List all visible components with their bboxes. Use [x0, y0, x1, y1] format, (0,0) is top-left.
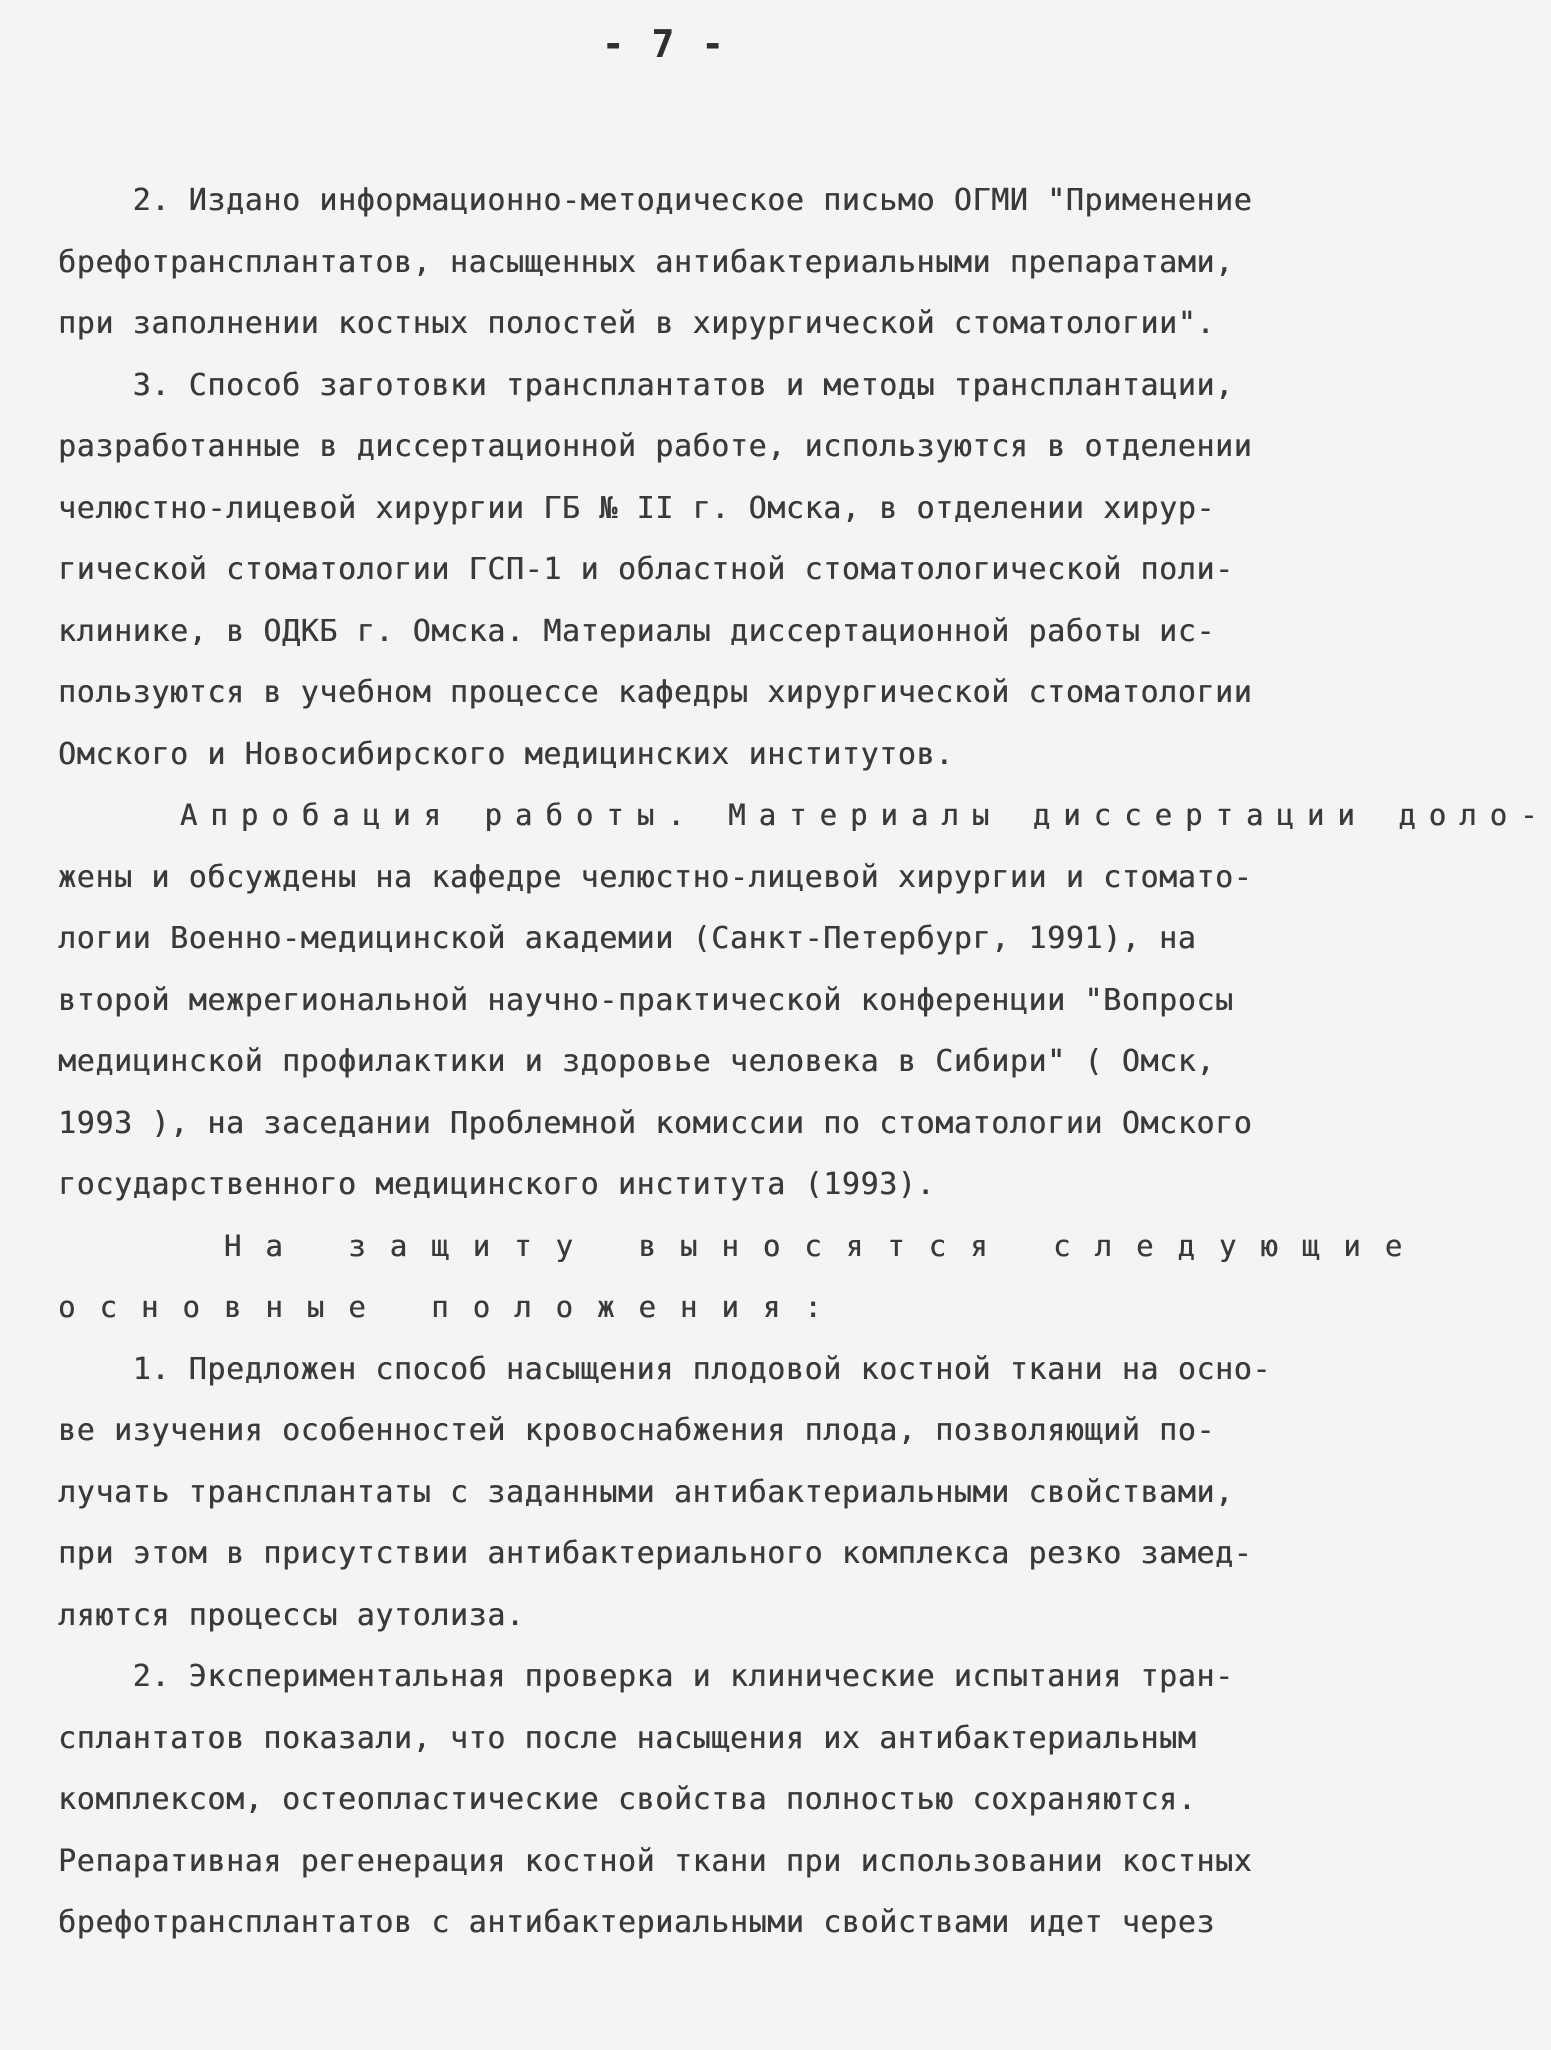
text-line: 1. Предложен способ насыщения плодовой костной ткани на осно- [58, 1351, 1271, 1387]
text-line: второй межрегиональной научно-практической конференции "Вопросы [58, 982, 1234, 1018]
text-line: Омского и Новосибирского медицинских институтов. [58, 736, 954, 772]
page-number: - 7 - [601, 22, 727, 66]
text-line: брефотрансплантатов, насыщенных антибактериальными препаратами, [58, 244, 1234, 280]
text-line: разработанные в диссертационной работе, используются в отделении [58, 429, 1253, 464]
text-line: медицинской профилактики и здоровье человека в Сибири" ( Омск, [58, 1044, 1216, 1079]
text-line: комплексом, остеопластические свойства полностью сохраняются. [58, 1782, 1197, 1817]
text-line: ве изучения особенностей кровоснабжения плода, позволяющий по- [58, 1413, 1216, 1448]
text-line: гической стоматологии ГСП-1 и областной стоматологической поли- [58, 552, 1234, 587]
text-line: брефотрансплантатов с антибактериальными свойствами идет через [58, 1905, 1216, 1940]
body-text [58, 170, 1551, 1954]
section-heading-approbation: Апробация работы. Материалы диссертации доло- [58, 798, 1551, 832]
text-line: жены и обсуждены на кафедре челюстно-лицевой хирургии и стомато- [58, 859, 1253, 895]
text-line: клинике, в ОДКБ г. Омска. Материалы диссертационной работы ис- [58, 613, 1216, 649]
text-line: 3. Способ заготовки трансплантатов и методы трансплантации, [58, 367, 1234, 403]
section-heading-defense: На защиту выносятся следующие [58, 1228, 1427, 1263]
text-line: 1993 ), на заседании Проблемной комиссии по стоматологии Омского [58, 1105, 1253, 1141]
text-line: при этом в присутствии антибактериального комплекса резко замед- [58, 1536, 1253, 1571]
text-line: 2. Экспериментальная проверка и клинические испытания тран- [58, 1659, 1234, 1694]
text-line: пользуются в учебном процессе кафедры хирургической стоматологии [58, 675, 1253, 710]
text-line: ляются процессы аутолиза. [58, 1597, 525, 1633]
text-line: государственного медицинского института (1993). [58, 1167, 936, 1202]
text-line: при заполнении костных полостей в хирургической стоматологии". [58, 306, 1216, 341]
text-line: сплантатов показали, что после насыщения их антибактериальным [58, 1720, 1197, 1756]
text-line: логии Военно-медицинской академии (Санкт-Петербург, 1991), на [58, 921, 1197, 956]
text-line: челюстно-лицевой хирургии ГБ № II г. Омска, в отделении хирур- [58, 490, 1216, 526]
section-heading-defense-cont: основные положения: [58, 1290, 846, 1324]
text-line: Репаративная регенерация костной ткани при использовании костных [58, 1843, 1253, 1879]
text-line: 2. Издано информационно-методическое письмо ОГМИ "Применение [58, 183, 1253, 218]
text-line: лучать трансплантаты с заданными антибактериальными свойствами, [58, 1474, 1234, 1510]
